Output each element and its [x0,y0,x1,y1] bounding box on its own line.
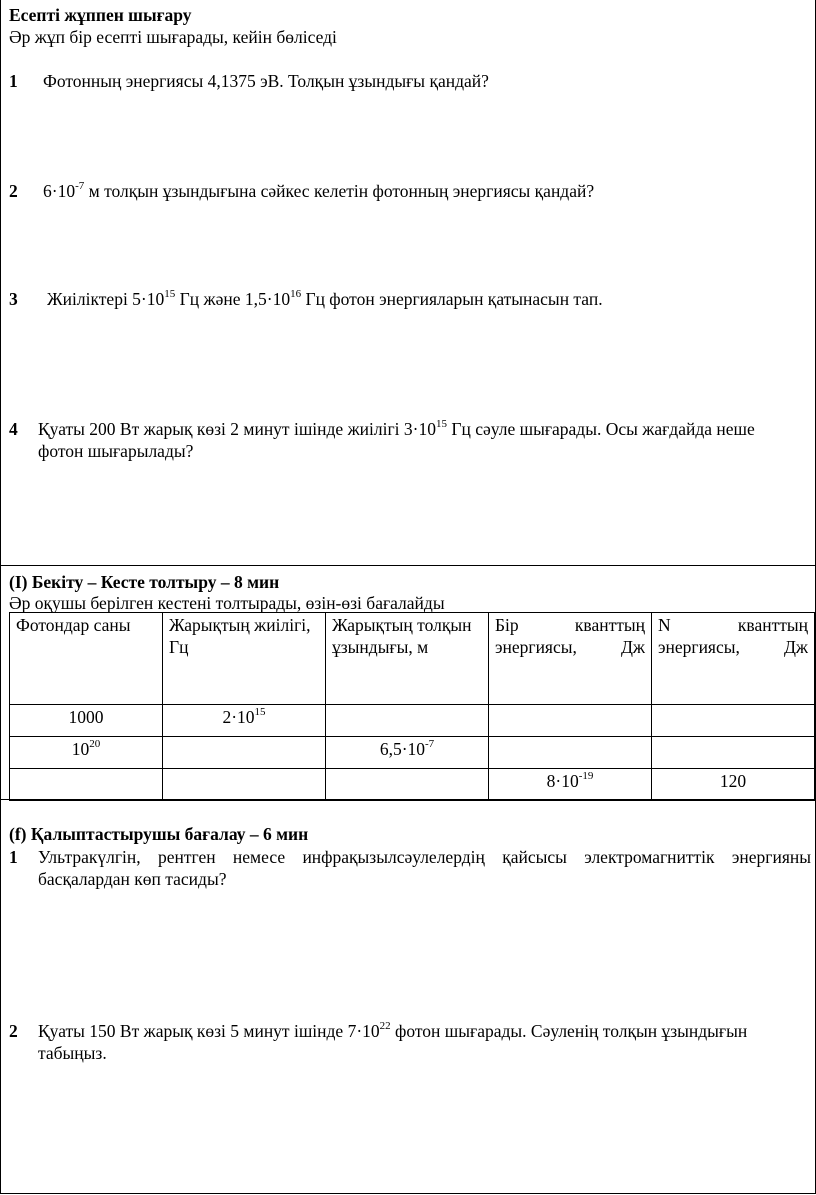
section-title-eval: (f) Қалыптастырушы бағалау – 6 мин [9,824,309,844]
table-cell: $6,5\cdot 10^{-7}$ [326,737,489,769]
problem-number: 2 [9,1021,18,1041]
problem-text: Қуаты 200 Вт жарық көзі 2 минут ішінде жиілігі $3\cdot 10^{15}$ Гц сәуле шығарады. Осы жағдайда неше [38,418,755,439]
problem-number: 1 [9,71,18,91]
problem-number: 2 [9,181,18,201]
problem-text-line2: фотон шығарылады? [38,441,194,461]
table-row [10,705,815,737]
problem-text: Ультракүлгін, рентген немесе инфрақызылсәулелердің қайсысы электромагниттік энергияны [38,847,811,867]
problem-text: Фотонның энергиясы 4,1375 эВ. Толқын ұзындығы қандай? [43,71,489,91]
problem-text: Қуаты 150 Вт жарық көзі 5 минут ішінде $7\cdot 10^{22}$ фотон шығарады. Сәуленің толқын ұзындығын [38,1020,748,1041]
table-cell: $8\cdot 10^{-19}$ [489,769,652,801]
table-cell [163,769,326,801]
table-cell [489,705,652,737]
table-cell [10,769,163,801]
section-subtitle-table: Әр оқушы берілген кестені толтырады, өзін-өзі бағалайды [9,593,445,613]
table-header-cell: Жарықтың толқын ұзындығы, м [326,613,489,705]
problem-text-line2: басқалардан көп тасиды? [38,869,227,889]
table-header-row [10,613,815,705]
photon-table [9,612,815,801]
table-header-cell: Фотондар саны [10,613,163,705]
table-cell: $10^{20}$ [10,737,163,769]
table-header-cell: N кванттың энергиясы, Дж [652,613,815,705]
problem-number: 4 [9,419,18,439]
table-cell [489,737,652,769]
table-cell [326,705,489,737]
table-header-cell: Жарықтың жиілігі, Гц [163,613,326,705]
section-divider [1,565,815,566]
table-cell: 1000 [10,705,163,737]
problem-text-line2: табыңыз. [38,1043,107,1063]
table-row [10,769,815,801]
section-title-pair: Есепті жұппен шығару [9,5,192,25]
table-cell [652,737,815,769]
table-cell [652,705,815,737]
section-subtitle-pair: Әр жұп бір есепті шығарады, кейін бөліседі [9,27,337,47]
problem-text: $6\cdot 10^{-7}$ м толқын ұзындығына сәйкес келетін фотонның энергиясы қандай? [43,180,595,201]
table-header-cell: Бір кванттың энергиясы, Дж [489,613,652,705]
table-row [10,737,815,769]
table-cell [326,769,489,801]
table-cell: $2\cdot 10^{15}$ [163,705,326,737]
section-divider [1,799,815,800]
section-title-table: (I) Бекіту – Кесте толтыру – 8 мин [9,572,280,592]
problem-number: 1 [9,847,18,867]
table-cell: 120 [652,769,815,801]
problem-text: Жиіліктері $5\cdot 10^{15}$ Гц және $1,5\cdot 10^{16}$ Гц фотон энергияларын қатынасын тап. [47,288,603,309]
problem-number: 3 [9,289,18,309]
table-cell [163,737,326,769]
